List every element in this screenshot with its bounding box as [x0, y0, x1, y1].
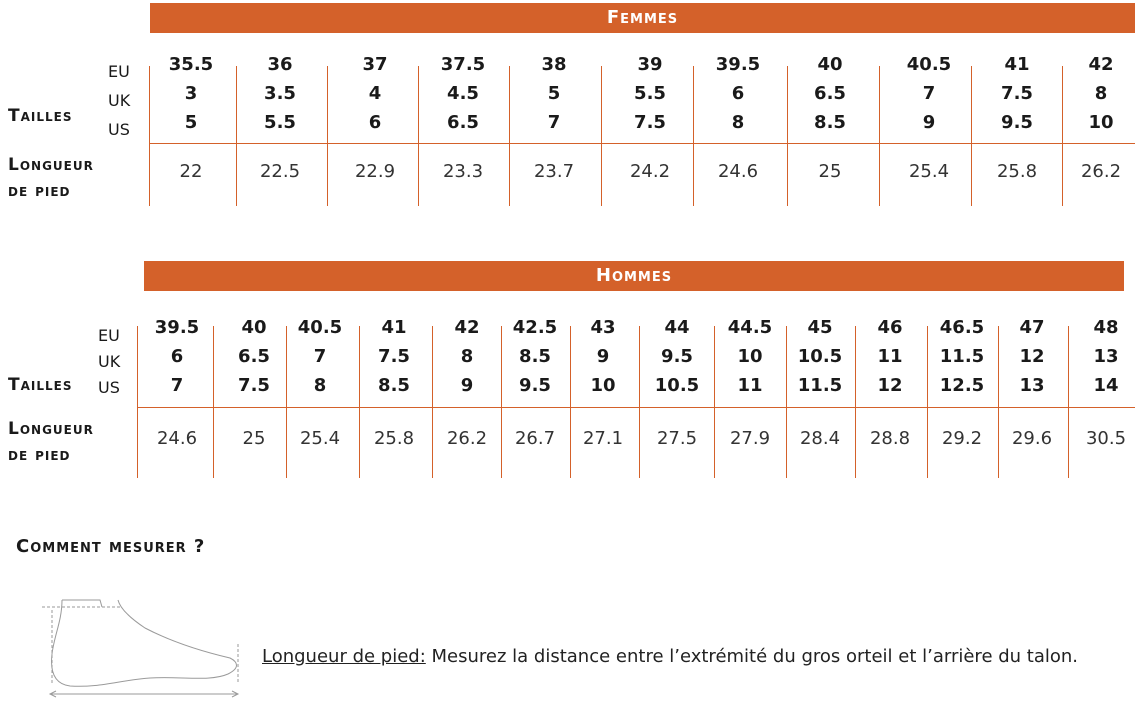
foot-length-value: 28.4	[799, 428, 841, 449]
men-column-separator	[359, 326, 360, 478]
men-size-column	[354, 313, 434, 400]
size-eu: 39.5	[154, 317, 200, 338]
men-column-separator	[570, 326, 571, 478]
foot-length-value: 25.4	[299, 428, 341, 449]
foot-length-value: 28.8	[869, 428, 911, 449]
foot-length-value: 24.6	[717, 161, 759, 182]
system-us: US	[98, 378, 120, 397]
size-eu: 40.5	[297, 317, 343, 338]
women-size-column	[514, 50, 594, 137]
foot-illustration	[40, 596, 245, 700]
size-us: 9.5	[1001, 112, 1033, 133]
men-system-labels	[98, 323, 120, 401]
men-foot-length-cell	[850, 428, 930, 450]
size-eu: 46.5	[939, 317, 985, 338]
how-to-measure-title: Comment mesurer ?	[16, 536, 206, 557]
women-foot-length-cell	[698, 161, 778, 183]
size-eu: 35.5	[168, 54, 214, 75]
size-us: 5	[184, 112, 198, 133]
size-uk: 10.5	[797, 346, 843, 367]
men-size-column	[637, 313, 717, 400]
foot-length-value: 26.2	[1080, 161, 1122, 182]
women-foot-length-cell	[514, 161, 594, 183]
women-size-column	[977, 50, 1057, 137]
size-eu: 46	[877, 317, 903, 338]
men-foot-length-cell	[780, 428, 860, 450]
size-us: 12.5	[939, 375, 985, 396]
size-uk: 3.5	[264, 83, 296, 104]
women-title: Femmes	[606, 7, 679, 28]
foot-length-value: 22.9	[354, 161, 396, 182]
foot-outline-icon	[40, 596, 245, 700]
foot-length-value: 25	[818, 161, 842, 182]
men-column-separator	[998, 326, 999, 478]
women-column-separator	[236, 66, 237, 206]
women-foot-length-cell	[977, 161, 1057, 183]
men-sizes-label: Tailles	[8, 375, 73, 395]
women-column-separator	[693, 66, 694, 206]
size-us: 11	[737, 375, 763, 396]
men-length-label: Longueur de pied	[8, 419, 94, 465]
size-uk: 11.5	[939, 346, 985, 367]
size-us: 14	[1093, 375, 1119, 396]
foot-length-value: 24.6	[156, 428, 198, 449]
size-uk: 10	[737, 346, 763, 367]
size-eu: 43	[590, 317, 616, 338]
size-uk: 6	[170, 346, 184, 367]
women-sizes-label: Tailles	[8, 106, 73, 126]
men-column-separator	[639, 326, 640, 478]
women-column-separator	[327, 66, 328, 206]
size-uk: 7.5	[378, 346, 410, 367]
foot-length-value: 24.2	[629, 161, 671, 182]
size-uk: 12	[1019, 346, 1045, 367]
women-size-column	[423, 50, 503, 137]
men-foot-length-cell	[992, 428, 1072, 450]
size-uk: 6.5	[814, 83, 846, 104]
size-eu: 40	[241, 317, 267, 338]
size-uk: 4	[368, 83, 382, 104]
foot-length-value: 25.8	[373, 428, 415, 449]
size-uk: 13	[1093, 346, 1119, 367]
foot-length-value: 25.8	[996, 161, 1038, 182]
size-us: 5.5	[264, 112, 296, 133]
size-eu: 45	[807, 317, 833, 338]
size-eu: 42	[454, 317, 480, 338]
men-column-separator	[286, 326, 287, 478]
size-eu: 47	[1019, 317, 1045, 338]
size-uk: 8	[460, 346, 474, 367]
size-us: 8	[313, 375, 327, 396]
women-length-label: Longueur de pied	[8, 155, 94, 201]
size-us: 8	[731, 112, 745, 133]
size-us: 10.5	[654, 375, 700, 396]
size-us: 10	[1088, 112, 1114, 133]
size-uk: 9	[596, 346, 610, 367]
size-us: 7.5	[634, 112, 666, 133]
women-foot-length-cell	[151, 161, 231, 183]
men-column-separator	[432, 326, 433, 478]
size-us: 7	[170, 375, 184, 396]
men-size-column	[563, 313, 643, 400]
size-eu: 41	[381, 317, 407, 338]
size-eu: 36	[267, 54, 293, 75]
size-eu: 40.5	[906, 54, 952, 75]
men-size-column	[137, 313, 217, 400]
women-column-separator	[149, 66, 150, 206]
women-divider	[150, 143, 1135, 144]
size-uk: 7.5	[1001, 83, 1033, 104]
foot-length-value: 30.5	[1085, 428, 1127, 449]
men-size-column	[1066, 313, 1143, 400]
men-foot-length-cell	[710, 428, 790, 450]
men-foot-length-cell	[563, 428, 643, 450]
size-eu: 44.5	[727, 317, 773, 338]
size-uk: 7	[922, 83, 936, 104]
size-eu: 40	[817, 54, 843, 75]
men-foot-length-cell	[280, 428, 360, 450]
men-size-column	[280, 313, 360, 400]
women-column-separator	[879, 66, 880, 206]
women-column-separator	[1062, 66, 1063, 206]
size-uk: 7	[313, 346, 327, 367]
size-us: 6	[368, 112, 382, 133]
system-uk: UK	[108, 91, 131, 110]
system-uk: UK	[98, 352, 121, 371]
foot-length-value: 27.5	[656, 428, 698, 449]
men-column-separator	[855, 326, 856, 478]
size-eu: 37.5	[440, 54, 486, 75]
size-eu: 39.5	[715, 54, 761, 75]
size-eu: 41	[1004, 54, 1030, 75]
men-header-band	[144, 261, 1124, 291]
foot-length-value: 27.1	[582, 428, 624, 449]
women-size-column	[151, 50, 231, 137]
size-uk: 11	[877, 346, 903, 367]
foot-length-value: 25	[242, 428, 266, 449]
size-us: 12	[877, 375, 903, 396]
size-us: 9	[922, 112, 936, 133]
men-size-column	[922, 313, 1002, 400]
size-uk: 3	[184, 83, 198, 104]
size-uk: 9.5	[661, 346, 693, 367]
men-foot-length-cell	[637, 428, 717, 450]
women-system-labels	[108, 57, 130, 144]
foot-length-value: 23.3	[442, 161, 484, 182]
size-us: 11.5	[797, 375, 843, 396]
foot-length-value: 26.2	[446, 428, 488, 449]
men-column-separator	[786, 326, 787, 478]
men-size-column	[850, 313, 930, 400]
women-foot-length-cell	[1061, 161, 1141, 183]
foot-length-value: 25.4	[908, 161, 950, 182]
men-column-separator	[927, 326, 928, 478]
foot-length-value: 27.9	[729, 428, 771, 449]
women-size-column	[790, 50, 870, 137]
women-foot-length-cell	[790, 161, 870, 183]
foot-length-value: 29.6	[1011, 428, 1053, 449]
system-eu: EU	[108, 62, 130, 81]
size-us: 10	[590, 375, 616, 396]
women-size-column	[610, 50, 690, 137]
women-foot-length-cell	[423, 161, 503, 183]
system-us: US	[108, 120, 130, 139]
foot-length-value: 22.5	[259, 161, 301, 182]
women-size-column	[889, 50, 969, 137]
women-column-separator	[787, 66, 788, 206]
measure-text: Mesurez la distance entre l’extrémité du gros orteil et l’arrière du talon.	[425, 646, 1079, 667]
size-eu: 44	[664, 317, 690, 338]
men-size-column	[780, 313, 860, 400]
men-column-separator	[714, 326, 715, 478]
foot-length-value: 23.7	[533, 161, 575, 182]
size-eu: 42	[1088, 54, 1114, 75]
measure-term: Longueur de pied:	[262, 646, 426, 667]
size-uk: 5.5	[634, 83, 666, 104]
women-foot-length-cell	[889, 161, 969, 183]
size-uk: 6.5	[238, 346, 270, 367]
men-column-separator	[137, 326, 138, 478]
system-eu: EU	[98, 326, 120, 345]
women-foot-length-cell	[335, 161, 415, 183]
men-column-separator	[501, 326, 502, 478]
men-column-separator	[1068, 326, 1069, 478]
men-title: Hommes	[595, 265, 673, 286]
size-us: 7.5	[238, 375, 270, 396]
size-uk: 5	[547, 83, 561, 104]
size-eu: 37	[362, 54, 388, 75]
men-foot-length-cell	[354, 428, 434, 450]
size-us: 8.5	[814, 112, 846, 133]
women-column-separator	[418, 66, 419, 206]
size-uk: 8.5	[519, 346, 551, 367]
men-size-column	[710, 313, 790, 400]
size-us: 13	[1019, 375, 1045, 396]
women-column-separator	[509, 66, 510, 206]
men-foot-length-cell	[137, 428, 217, 450]
women-size-column	[1061, 50, 1141, 137]
women-header-band	[150, 3, 1135, 33]
size-us: 7	[547, 112, 561, 133]
size-eu: 42.5	[512, 317, 558, 338]
women-column-separator	[601, 66, 602, 206]
size-uk: 4.5	[447, 83, 479, 104]
size-us: 6.5	[447, 112, 479, 133]
men-foot-length-cell	[922, 428, 1002, 450]
women-size-column	[335, 50, 415, 137]
size-eu: 38	[541, 54, 567, 75]
foot-length-value: 29.2	[941, 428, 983, 449]
size-uk: 6	[731, 83, 745, 104]
size-uk: 8	[1094, 83, 1108, 104]
men-column-separator	[213, 326, 214, 478]
women-foot-length-cell	[610, 161, 690, 183]
women-foot-length-cell	[240, 161, 320, 183]
measure-instruction	[262, 646, 1078, 667]
foot-length-value: 22	[179, 161, 203, 182]
size-eu: 39	[637, 54, 663, 75]
women-size-column	[240, 50, 320, 137]
men-size-column	[992, 313, 1072, 400]
size-eu: 48	[1093, 317, 1119, 338]
size-us: 8.5	[378, 375, 410, 396]
men-foot-length-cell	[1066, 428, 1143, 450]
women-column-separator	[971, 66, 972, 206]
size-us: 9	[460, 375, 474, 396]
foot-length-value: 26.7	[514, 428, 556, 449]
size-us: 9.5	[519, 375, 551, 396]
women-size-column	[698, 50, 778, 137]
